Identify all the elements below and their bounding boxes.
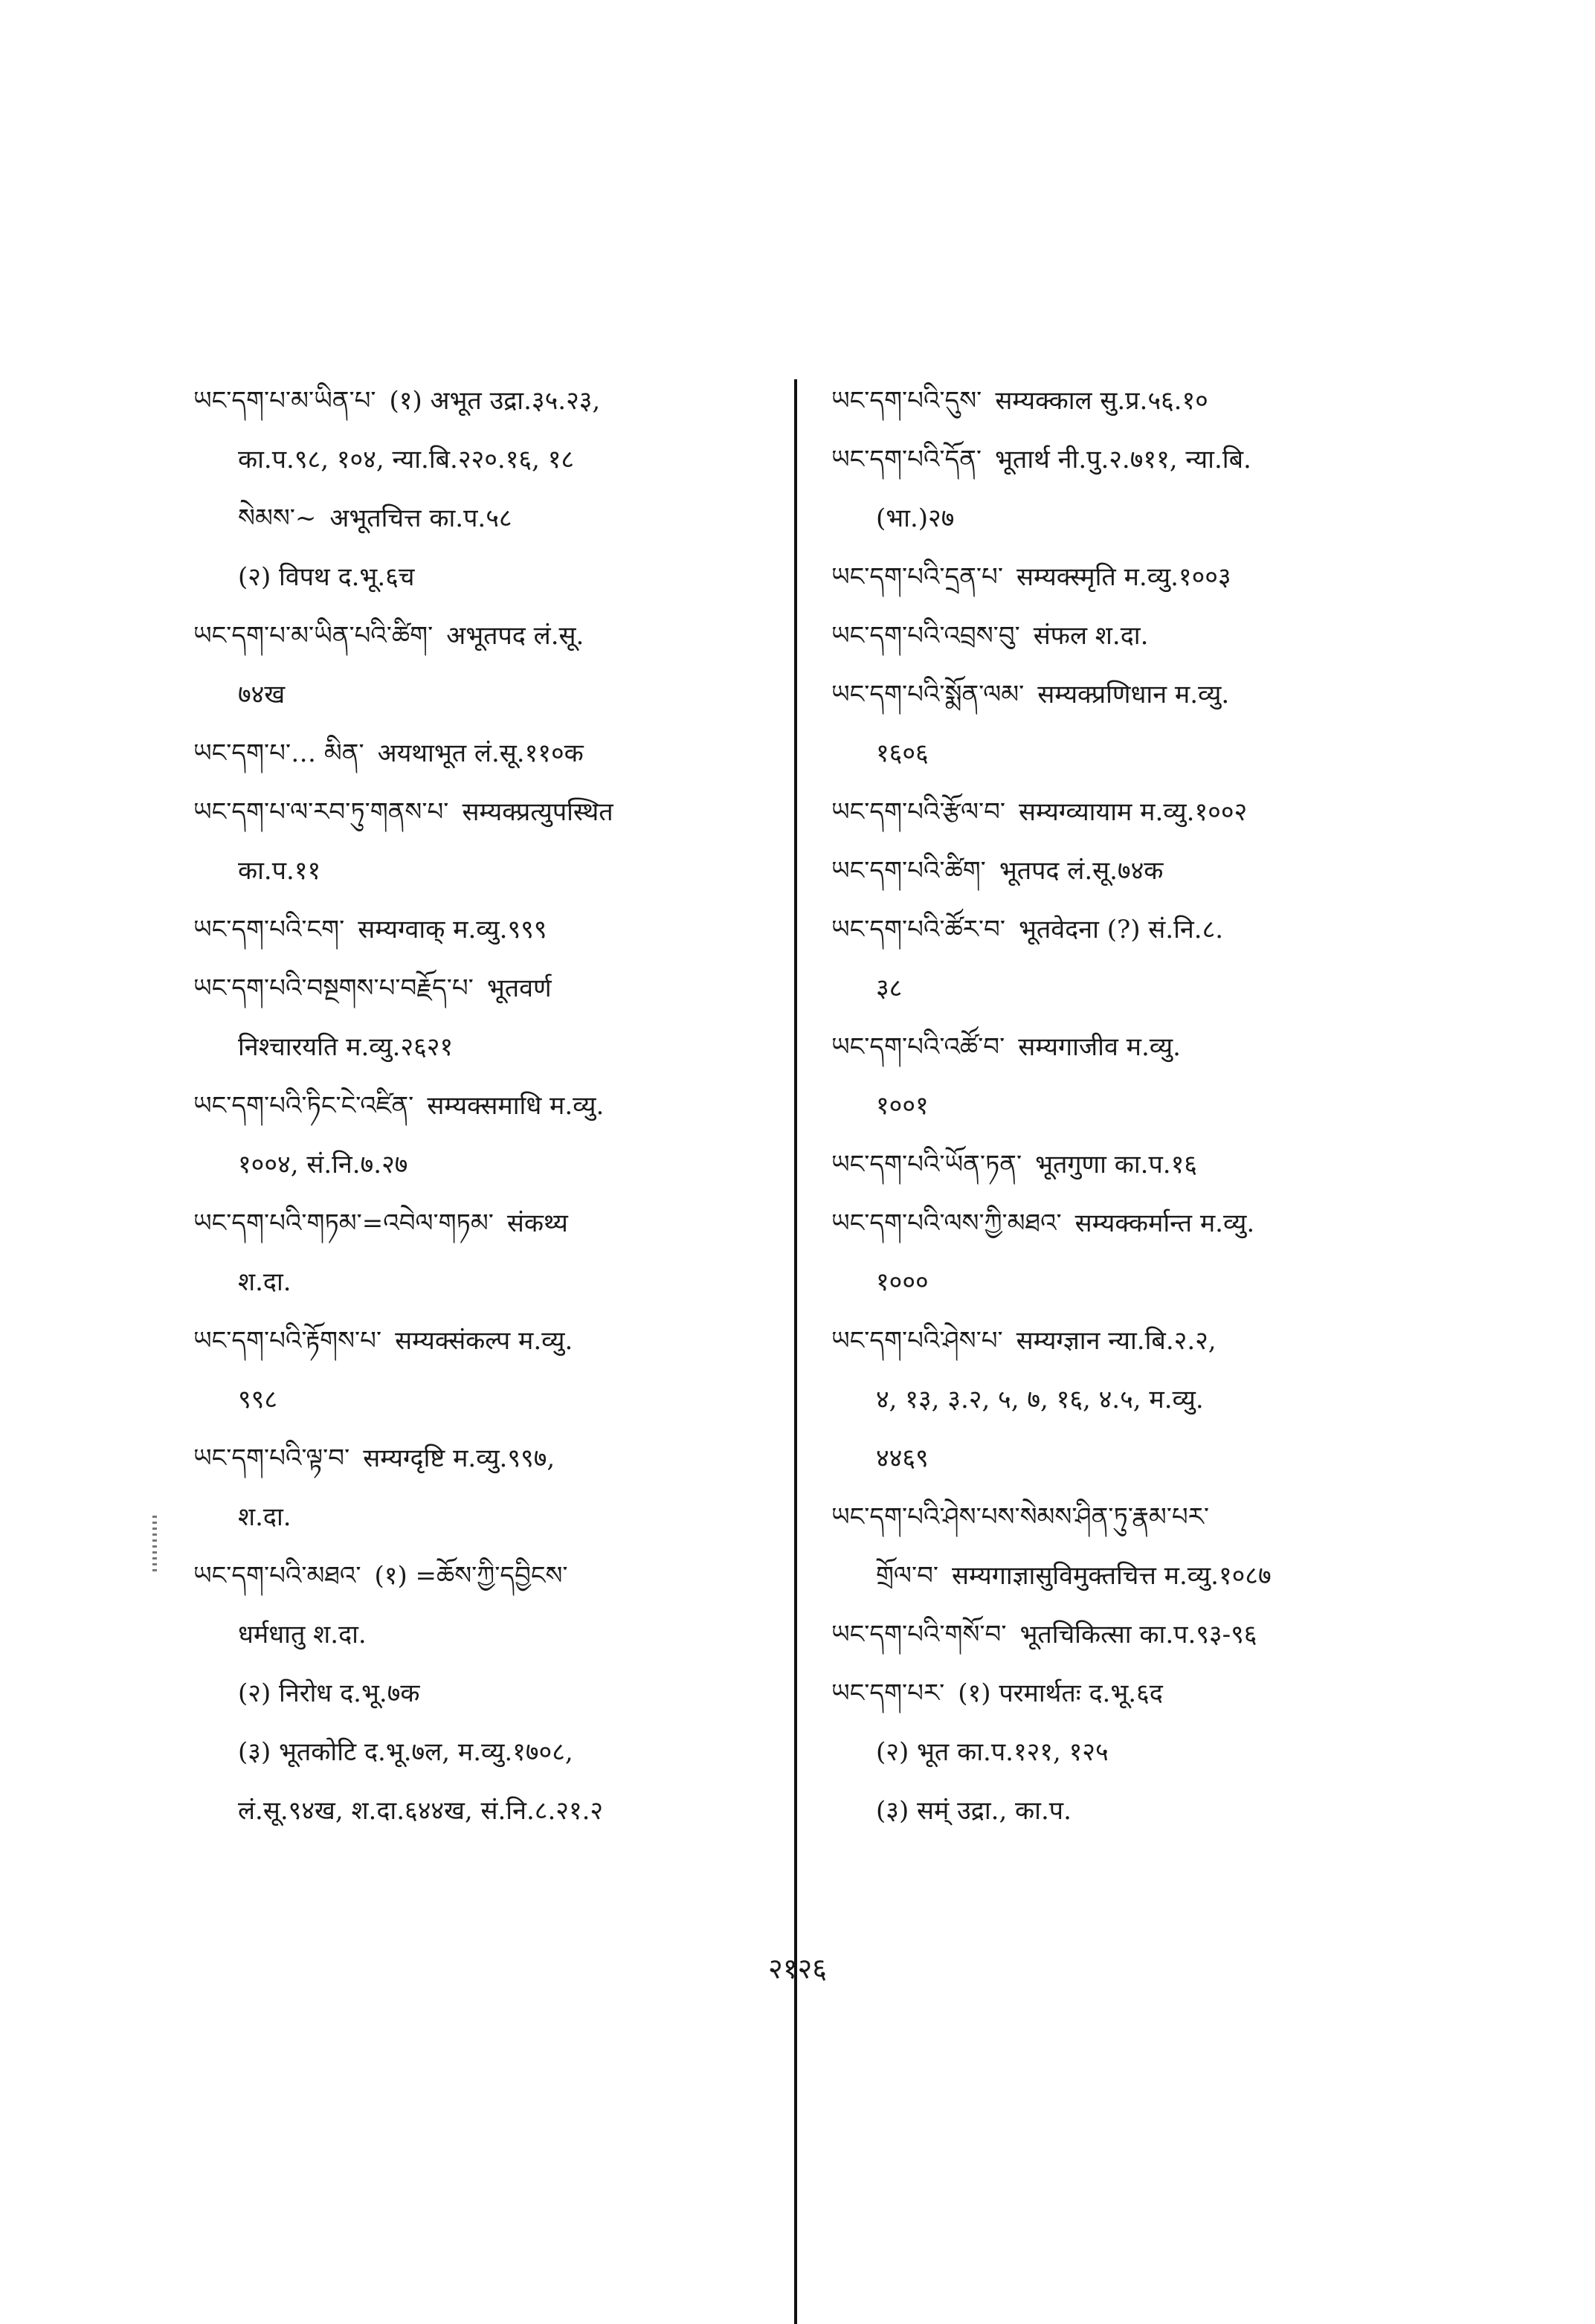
sanskrit-gloss: भूतचिकित्सा का.प.९३-९६ [1019,1620,1257,1649]
sanskrit-gloss: सम्यक्कर्मान्त म.व्यु. [1074,1208,1255,1238]
sanskrit-gloss: (३) सम्ं उद्रा., का.प. [876,1796,1072,1826]
sanskrit-gloss: (१) परमार्थतः द.भू.६द [958,1678,1163,1708]
entry-line [831,1606,1441,1664]
entry-line [193,901,773,959]
sanskrit-gloss: ३८ [876,973,903,1003]
sanskrit-gloss: सम्यगाजीव म.व्यु. [1018,1032,1181,1062]
sanskrit-gloss: ९९८ [238,1385,278,1414]
entry-line [831,1429,1441,1488]
sanskrit-gloss: श.दा. [238,1502,291,1532]
tibetan-headword: ཡང་དག་པའི་ཤེས་པས་སེམས་ཤིན་ཏུ་རྣམ་པར་ [831,1502,1209,1532]
entry-line [831,842,1441,901]
sanskrit-gloss: (३) भूतकोटि द.भू.७ल, म.व्यु.१७०८, [238,1737,573,1767]
sanskrit-gloss: सम्यग्वाक् म.व्यु.९९९ [358,915,547,944]
tibetan-headword: ཡང་དག་པའི་སྨོན་ལམ་ [831,680,1025,709]
tibetan-headword: ཡང་དག་པའི་ལས་ཀྱི་མཐའ་ [831,1208,1062,1238]
entry-line [831,1723,1441,1782]
sanskrit-gloss: लं.सू.९४ख, श.दा.६४४ख, सं.नि.८.२१.२ [238,1796,604,1826]
sanskrit-gloss: सम्यक्संकल्प म.व्यु. [395,1326,573,1356]
sanskrit-gloss: अयथाभूत लं.सू.११०क [377,738,584,768]
sanskrit-gloss: निश्चारयति म.व्यु.२६२१ [238,1032,454,1062]
sanskrit-gloss: सम्यक्प्रणिधान म.व्यु. [1037,680,1230,709]
tibetan-headword: ཡང་དག་པའི་བསྔགས་པ་བརྗོད་པ་ [193,973,474,1003]
entry-line [831,1077,1441,1136]
tibetan-headword: སེམས་~ [238,503,317,533]
entry-line [831,489,1441,548]
entry-line [831,1194,1441,1253]
sanskrit-gloss: ७४ख [238,680,286,709]
entry-line [831,666,1441,724]
entry-line [193,1253,773,1312]
sanskrit-gloss: धर्मधातु श.दा. [238,1620,367,1649]
sanskrit-gloss: (२) विपथ द.भू.६च [238,562,415,592]
entry-line [831,724,1441,783]
sanskrit-gloss: १००० [876,1267,929,1297]
entry-line [831,1312,1441,1371]
sanskrit-gloss: भूतवर्ण [486,973,552,1003]
entry-line [831,607,1441,666]
entry-line [193,1782,773,1841]
tibetan-headword: ཡང་དག་པའི་འབྲས་བུ་ [831,621,1020,651]
entry-line [831,431,1441,489]
entry-line [193,1488,773,1547]
sanskrit-gloss: १००१ [876,1091,929,1121]
sanskrit-gloss: का.प.९८, १०४, न्या.बि.२२०.१६, १८ [238,445,575,474]
sanskrit-gloss: सम्यक्स्मृति म.व्यु.१००३ [1016,562,1231,592]
entry-line [193,607,773,666]
entry-line [193,548,773,607]
sanskrit-gloss: भूतपद लं.सू.७४क [999,856,1164,886]
entry-line [193,1547,773,1606]
entry-line [193,959,773,1018]
entry-line [831,901,1441,959]
sanskrit-gloss: संकथ्य [506,1208,568,1238]
entry-line [193,842,773,901]
tibetan-headword: ཡང་དག་པའི་གསོ་བ་ [831,1620,1007,1649]
tibetan-headword: ཡང་དག་པའི་ཚིག་ [831,856,986,886]
tibetan-headword: ཡང་དག་པའི་གཏམ་=འབེལ་གཏམ་ [193,1208,494,1238]
sanskrit-gloss: सम्यग्दृष्टि म.व्यु.९९७, [363,1443,555,1473]
tibetan-headword: ཡང་དག་པའི་ཏིང་ངེ་འཛིན་ [193,1091,414,1121]
sanskrit-gloss: १००४, सं.नि.७.२७ [238,1150,408,1179]
tibetan-headword: ཡང་དག་པ་མ་ཡིན་པའི་ཚིག་ [193,621,434,651]
entry-line [193,1429,773,1488]
entry-line [193,372,773,431]
entry-line [193,1664,773,1723]
sanskrit-gloss: ४४६९ [876,1443,929,1473]
sanskrit-gloss: भूतगुणा का.प.१६ [1035,1150,1197,1179]
entry-line [193,1136,773,1194]
sanskrit-gloss: १६०६ [876,738,929,768]
entry-line [831,1782,1441,1841]
sanskrit-gloss: सम्यगाज्ञासुविमुक्तचित्त म.व्यु.१०८७ [952,1561,1272,1591]
sanskrit-gloss: (१) =ཆོས་ཀྱི་དབྱིངས་ [374,1561,568,1591]
entry-line [831,1136,1441,1194]
tibetan-headword: གྲོལ་བ་ [876,1561,939,1591]
entry-line [193,489,773,548]
entry-line [831,1547,1441,1606]
tibetan-headword: ཡང་དག་པའི་དྲན་པ་ [831,562,1003,592]
entry-line [193,431,773,489]
sanskrit-gloss: (२) निरोध द.भू.७क [238,1678,420,1708]
entry-line [831,1253,1441,1312]
margin-marks [152,1516,157,1575]
tibetan-headword: ཡང་དག་པར་ [831,1678,945,1708]
sanskrit-gloss: सम्यग्व्यायाम म.व्यु.१००२ [1019,797,1248,827]
tibetan-headword: ཡང་དག་པའི་དོན་ [831,445,982,474]
tibetan-headword: ཡང་དག་པའི་མཐའ་ [193,1561,361,1591]
entry-line [831,959,1441,1018]
entry-line [193,1312,773,1371]
entry-line [831,1018,1441,1077]
sanskrit-gloss: (१) अभूत उद्रा.३५.२३, [389,386,601,416]
sanskrit-gloss: सम्यक्समाधि म.व्यु. [427,1091,605,1121]
left-column [193,372,773,1841]
entry-line [193,1018,773,1077]
entry-line [193,1371,773,1429]
sanskrit-gloss: श.दा. [238,1267,291,1297]
tibetan-headword: ཡང་དག་པའི་ལྟ་བ་ [193,1443,350,1473]
entry-line [831,548,1441,607]
entry-line [831,783,1441,842]
tibetan-headword: ཡང་དག་པའི་རྩོལ་བ་ [831,797,1006,827]
entry-line [193,666,773,724]
tibetan-headword: ཡང་དག་པ་མ་ཡིན་པ་ [193,386,376,416]
tibetan-headword: ཡང་དག་པའི་རྟོགས་པ་ [193,1326,382,1356]
tibetan-headword: ཡང་དག་པའི་དུས་ [831,386,982,416]
entry-line [193,783,773,842]
sanskrit-gloss: अभूतचित्त का.प.५८ [329,503,512,533]
tibetan-headword: ཡང་དག་པའི་ཤེས་པ་ [831,1326,1003,1356]
entry-line [831,372,1441,431]
entry-line [193,1077,773,1136]
sanskrit-gloss: ४, १३, ३.२, ५, ७, १६, ४.५, म.व्यु. [876,1385,1204,1414]
column-divider [794,379,797,2324]
sanskrit-gloss: (भा.)२७ [876,503,955,533]
sanskrit-gloss: सम्यक्काल सु.प्र.५६.१० [995,386,1208,416]
tibetan-headword: ཡང་དག་པ་… མིན་ [193,738,364,768]
entry-line [831,1371,1441,1429]
entry-line [193,724,773,783]
entry-line [193,1606,773,1664]
sanskrit-gloss: (२) भूत का.प.१२१, १२५ [876,1737,1109,1767]
tibetan-headword: ཡང་དག་པ་ལ་རབ་ཏུ་གནས་པ་ [193,797,449,827]
sanskrit-gloss: अभूतपद लं.सू. [446,621,584,651]
entry-line [831,1488,1441,1547]
sanskrit-gloss: सम्यक्प्रत्युपस्थित [462,797,613,827]
entry-line [193,1194,773,1253]
tibetan-headword: ཡང་དག་པའི་འཚོ་བ་ [831,1032,1005,1062]
entry-line [831,1664,1441,1723]
sanskrit-gloss: भूतवेदना (?) सं.नि.८. [1019,915,1224,944]
sanskrit-gloss: सम्यग्ज्ञान न्या.बि.२.२, [1016,1326,1217,1356]
tibetan-headword: ཡང་དག་པའི་ཡོན་ཏན་ [831,1150,1022,1179]
sanskrit-gloss: का.प.११ [238,856,321,886]
right-column [831,372,1441,1841]
entry-line [193,1723,773,1782]
page-number: २१२६ [767,1952,828,1985]
tibetan-headword: ཡང་དག་པའི་ངག་ [193,915,345,944]
tibetan-headword: ཡང་དག་པའི་ཚོར་བ་ [831,915,1005,944]
sanskrit-gloss: भूतार्थ नी.पु.२.७११, न्या.बि. [995,445,1251,474]
sanskrit-gloss: संफल श.दा. [1033,621,1149,651]
